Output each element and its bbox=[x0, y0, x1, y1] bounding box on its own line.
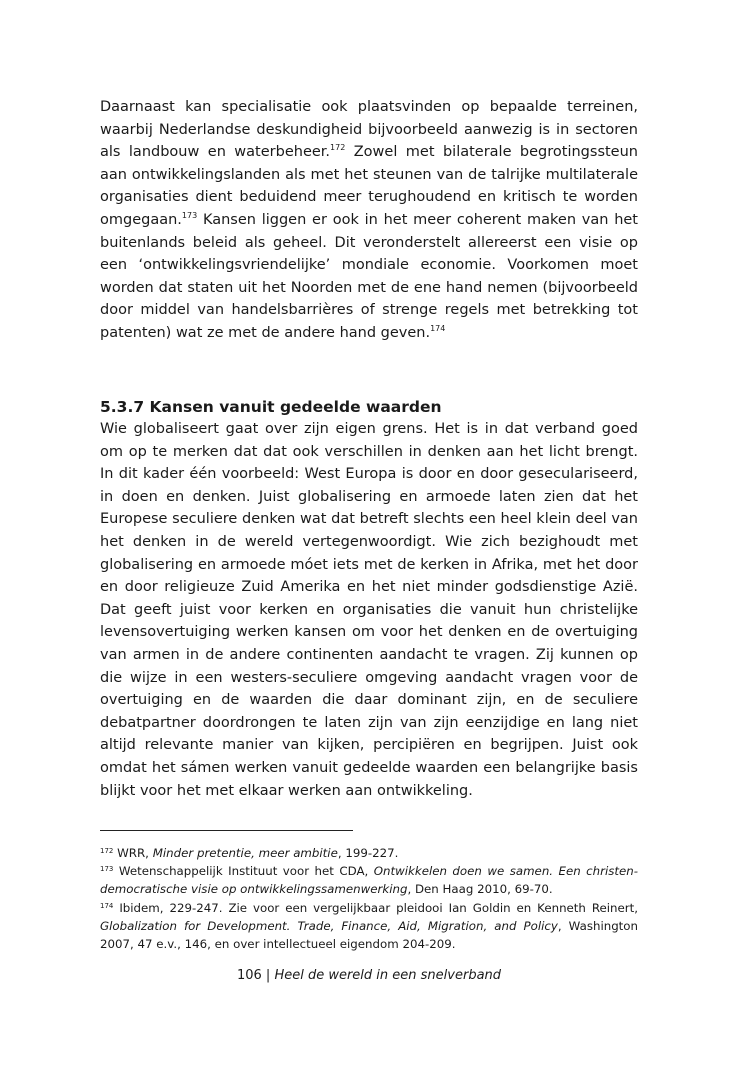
footnote-text: , 199-227. bbox=[337, 846, 399, 860]
footnote-174 bbox=[100, 899, 638, 954]
footer-separator: | bbox=[261, 968, 275, 983]
footnote-title: Ontwikkelen doen we samen. Een christen-democratische visie op ontwikkelingssamenwerking bbox=[100, 864, 638, 897]
footnote-number: 172 bbox=[100, 847, 114, 855]
footnote-title: Globalization for Development. Trade, Finance, Aid, Migration, and Policy bbox=[100, 918, 558, 933]
footnote-text: Wetenschappelijk Instituut voor het CDA, bbox=[118, 864, 374, 879]
footnote-divider bbox=[100, 830, 353, 831]
paragraph-text: Daarnaast kan specialisatie ook plaatsvinden op bepaalde terreinen, waarbij Nederlandse deskundigheid bijvoorbeeld aanwezig is in sectoren als landbouw en waterbeheer. bbox=[100, 99, 638, 161]
paragraph-specialisation bbox=[100, 96, 638, 345]
paragraph-text: werken vanuit gedeelde waarden een belangrijke basis blijkt voor het met elkaar werken aan ontwikkeling. bbox=[100, 759, 638, 799]
paragraph-text: Kansen liggen er ook in het meer coherent maken van het buitenlands beleid als geheel. Dit veronderstelt allereerst een visie op een ‘ontwikkelingsvriendelijke’ mondiale economie. Voorkomen moet worden dat staten uit het Noorden met de ene hand nemen (bijvoorbeeld door middel van handelsbarrières of strenge regels met betrekking tot patenten) wat ze met de andere hand geven. bbox=[100, 211, 638, 341]
footnote-text: , Den Haag 2010, 69-70. bbox=[407, 882, 553, 897]
page-number: 106 bbox=[236, 968, 262, 983]
footnote-text: WRR, bbox=[117, 846, 153, 860]
footnote-172 bbox=[100, 844, 638, 862]
running-title: Heel de wereld in een snelverband bbox=[274, 968, 502, 983]
footnote-ref-172[interactable]: 172 bbox=[330, 143, 346, 153]
footnote-title: Minder pretentie, meer ambitie bbox=[152, 846, 338, 860]
footnote-text: Ibidem, 229-247. Zie voor een vergelijkbaar pleidooi Ian Goldin en Kenneth Reinert, bbox=[119, 900, 639, 915]
paragraph-shared-values bbox=[100, 418, 638, 802]
footnotes bbox=[100, 844, 638, 953]
footnote-number: 174 bbox=[100, 901, 114, 910]
paragraph-text: Wie globaliseert gaat over zijn eigen grens. Het is in dat verband goed om op te merken dat dat ook verschillen in denken aan het licht brengt. In dit kader één voorbeeld: West Europa is door en door geseculariseerd, in doen en denken. Juist globalisering en armoede laten zien dat het Europese seculiere denken wat dat betreft slechts een heel klein deel van het denken in de wereld vertegenwoordigt. Wie zich bezighoudt met globalisering en armoede móet iets met de kerken in Afrika, met het door en door religieuze Zuid Amerika en het niet minder godsdienstige Azië. Dat geeft juist voor kerken en organisaties die vanuit hun christelijke levensovertuiging werken kansen om voor het denken en de overtuiging van armen in de andere continenten aandacht te vragen. Zij kunnen op die wijze in een westers-seculiere omgeving aandacht vragen voor de overtuiging en de waarden die daar dominant zijn, en de seculiere debatpartner doordrongen te laten zijn van zijn eenzijdige en lang niet altijd relevante manier van kijken, percipiëren en begrijpen. Juist ook omdat het bbox=[100, 421, 638, 776]
footnote-text: , Washington 2007, 47 e.v., 146, en over intellectueel eigendom 204-209. bbox=[100, 918, 639, 952]
footnote-ref-174[interactable]: 174 bbox=[430, 323, 446, 333]
footnote-ref-173[interactable]: 173 bbox=[181, 210, 198, 220]
paragraph-text: Zowel met bilaterale begrotingssteun aan ontwikkelingslanden als met het steunen van de talrijke multilaterale organisaties dient beduidend meer terughoudend en kritisch te worden omgegaan. bbox=[100, 144, 638, 228]
page-footer bbox=[0, 966, 738, 986]
section-heading: 5.3.7 Kansen vanuit gedeelde waarden bbox=[100, 398, 442, 416]
footnote-173 bbox=[100, 862, 638, 898]
footnote-number: 173 bbox=[100, 865, 114, 874]
emphasis-text: sámen bbox=[180, 759, 230, 776]
